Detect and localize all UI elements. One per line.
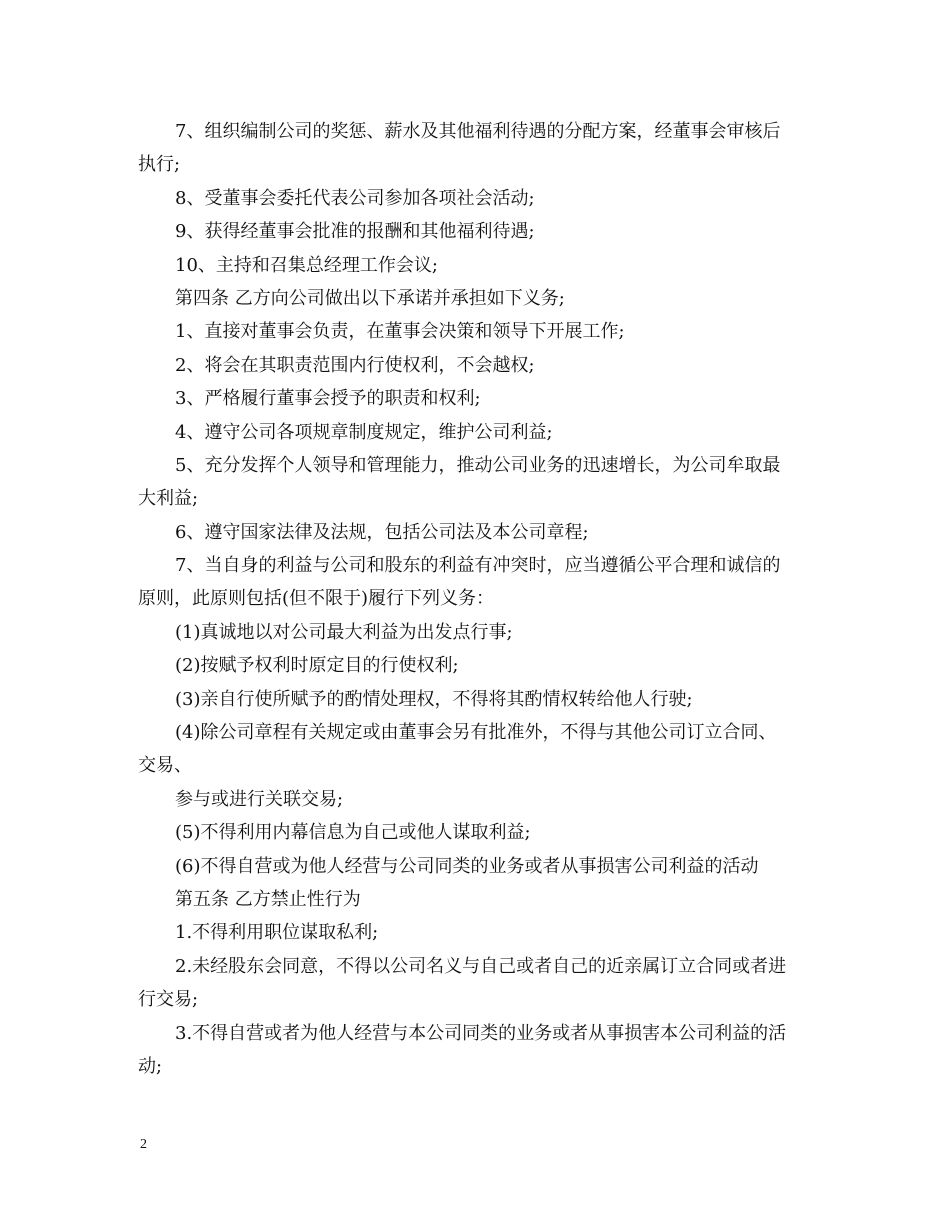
text-line: 原则，此原则包括(但不限于)履行下列义务： bbox=[138, 588, 495, 610]
text-line: 1、直接对董事会负责，在董事会决策和领导下开展工作; bbox=[175, 321, 625, 343]
text-line: 执行; bbox=[138, 154, 181, 176]
text-line: 第五条 乙方禁止性行为 bbox=[175, 888, 361, 910]
text-line: 8、受董事会委托代表公司参加各项社会活动; bbox=[175, 187, 535, 209]
text-line: 6、遵守国家法律及法规，包括公司法及本公司章程; bbox=[175, 521, 589, 543]
text-line: 9、获得经董事会批准的报酬和其他福利待遇; bbox=[175, 221, 535, 243]
text-line: 行交易; bbox=[138, 989, 199, 1011]
document-body bbox=[138, 115, 814, 1083]
text-line: 10、主持和召集总经理工作会议; bbox=[175, 254, 438, 276]
page-number: 2 bbox=[140, 1137, 147, 1152]
text-line: 2.未经股东会同意，不得以公司名义与自己或者自己的近亲属订立合同或者进 bbox=[175, 955, 787, 977]
text-line: 交易、 bbox=[138, 755, 192, 777]
text-line: 1.不得利用职位谋取私利; bbox=[175, 922, 379, 944]
text-line: 动; bbox=[138, 1055, 163, 1077]
text-line: 7、当自身的利益与公司和股东的利益有冲突时，应当遵循公平合理和诚信的 bbox=[175, 555, 781, 577]
text-line: 第四条 乙方向公司做出以下承诺并承担如下义务; bbox=[175, 287, 565, 309]
text-line: 4、遵守公司各项规章制度规定，维护公司利益; bbox=[175, 421, 553, 443]
text-line: (4)除公司章程有关规定或由董事会另有批准外，不得与其他公司订立合同、 bbox=[175, 722, 777, 744]
text-line: (1)真诚地以对公司最大利益为出发点行事; bbox=[175, 621, 513, 643]
text-line: 5、充分发挥个人领导和管理能力，推动公司业务的迅速增长，为公司牟取最 bbox=[175, 454, 781, 476]
text-line: (6)不得自营或为他人经营与公司同类的业务或者从事损害公司利益的活动 bbox=[175, 855, 759, 877]
text-line: 3、严格履行董事会授予的职责和权利; bbox=[175, 388, 481, 410]
text-line: 3.不得自营或者为他人经营与本公司同类的业务或者从事损害本公司利益的活 bbox=[175, 1022, 787, 1044]
text-line: 参与或进行关联交易; bbox=[175, 788, 344, 810]
text-line: (2)按赋予权利时原定目的行使权利; bbox=[175, 655, 459, 677]
text-line: 2、将会在其职责范围内行使权利，不会越权; bbox=[175, 354, 535, 376]
text-line: (3)亲自行使所赋予的酌情处理权，不得将其酌情权转给他人行驶; bbox=[175, 688, 693, 710]
text-line: 7、组织编制公司的奖惩、薪水及其他福利待遇的分配方案，经董事会审核后 bbox=[175, 121, 781, 142]
text-line: 大利益; bbox=[138, 488, 199, 510]
text-line: (5)不得利用内幕信息为自己或他人谋取利益; bbox=[175, 822, 531, 844]
